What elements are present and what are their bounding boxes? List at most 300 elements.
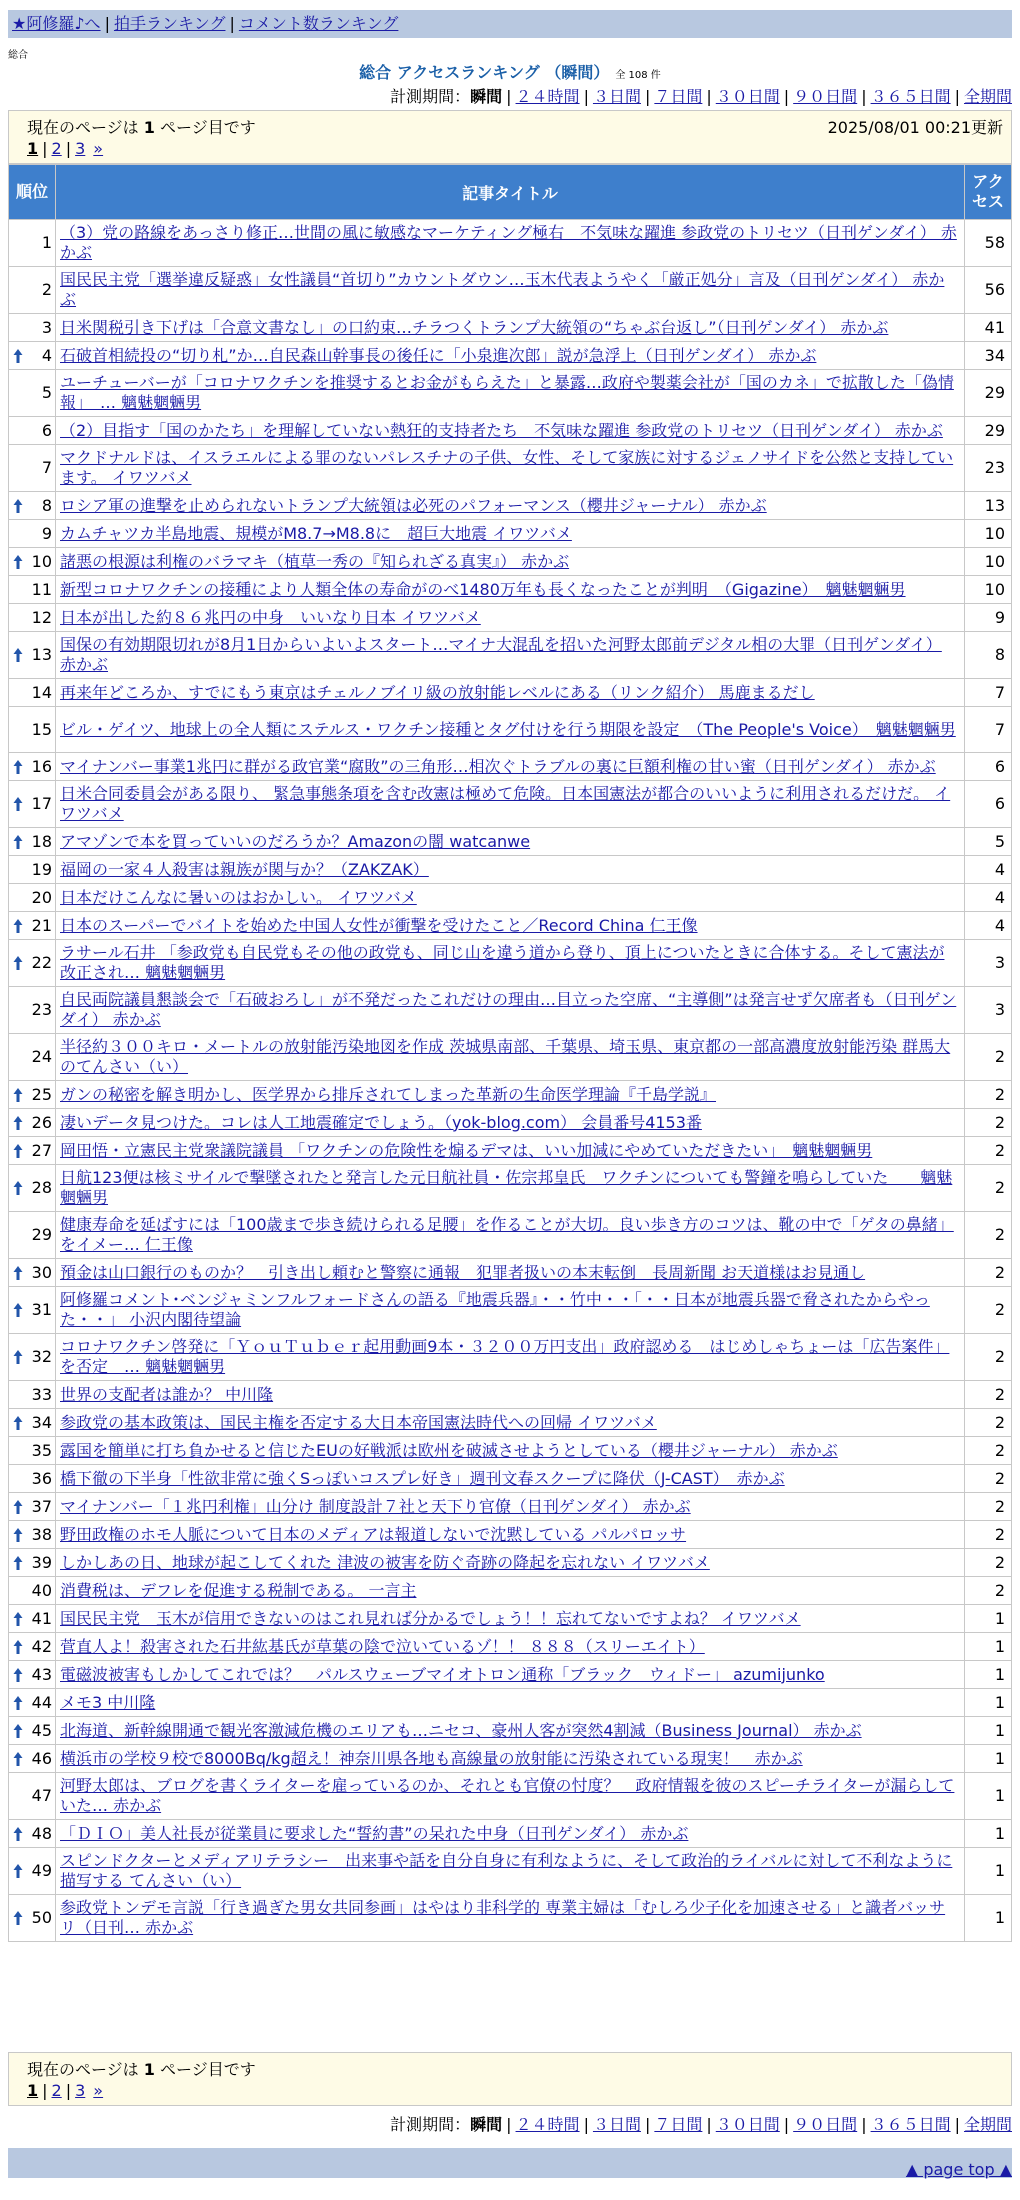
title-cell xyxy=(56,220,965,267)
period-separator: | xyxy=(861,87,867,106)
rank-cell xyxy=(9,781,56,828)
title-cell xyxy=(56,1465,965,1493)
article-title-link[interactable]: 参政党の基本政策は、国民主権を否定する大日本帝国憲法時代への回帰 イワツバメ xyxy=(60,1412,657,1432)
period-option-link[interactable]: ７日間 xyxy=(654,2115,703,2134)
article-title-link[interactable]: ガンの秘密を解き明かし、医学界から排斥されてしまった革新の生命医学理論『千島学説』 xyxy=(60,1084,717,1104)
title-cell xyxy=(56,1689,965,1717)
period-option-link[interactable]: 全期間 xyxy=(963,87,1012,106)
title-cell xyxy=(56,1549,965,1577)
title-cell xyxy=(56,1259,965,1287)
rank-cell xyxy=(9,576,56,604)
title-cell xyxy=(56,1109,965,1137)
pagination xyxy=(27,139,103,158)
period-option-link[interactable]: ３日間 xyxy=(592,2115,641,2134)
rank-cell xyxy=(9,1895,56,1942)
title-cell xyxy=(56,417,965,445)
pager-separator: | xyxy=(42,2081,48,2100)
access-count: 58 xyxy=(965,220,1012,267)
access-count: 41 xyxy=(965,314,1012,342)
table-row xyxy=(9,987,1012,1034)
rank-cell xyxy=(9,342,56,370)
pager-next-link[interactable]: » xyxy=(93,139,104,158)
table-row xyxy=(9,912,1012,940)
rank-number: 49 xyxy=(31,1861,52,1880)
access-count: 1 xyxy=(965,1717,1012,1745)
access-count: 29 xyxy=(965,417,1012,445)
rank-cell xyxy=(9,1745,56,1773)
article-title-link[interactable]: 預金は山口銀行のものか？ 引き出し頼むと警察に通報 犯罪者扱いの本末転倒 長周新聞 お天道様はお見通し xyxy=(60,1262,866,1282)
rank-number: 38 xyxy=(31,1524,52,1544)
rank-up-arrow-icon xyxy=(13,1910,23,1926)
rank-number: 40 xyxy=(31,1580,52,1600)
article-title-link[interactable]: 福岡の一家４人殺害は親族が関与か？（ZAKZAK） xyxy=(60,859,429,879)
access-count: 8 xyxy=(965,632,1012,679)
table-row xyxy=(9,781,1012,828)
rank-number: 1 xyxy=(41,233,52,252)
rank-number: 15 xyxy=(31,719,52,739)
period-separator: | xyxy=(506,2115,512,2134)
title-cell xyxy=(56,828,965,856)
rank-up-arrow-icon xyxy=(13,1349,23,1365)
rank-number: 4 xyxy=(41,345,52,365)
table-row xyxy=(9,445,1012,492)
rank-up-arrow-icon xyxy=(13,498,23,514)
table-row xyxy=(9,1661,1012,1689)
article-title-link[interactable]: 日本が出した約８６兆円の中身 いいなり日本 イワツバメ xyxy=(60,607,481,627)
article-title-link[interactable]: 世界の支配者は誰か？ 中川隆 xyxy=(60,1384,274,1404)
period-separator: | xyxy=(861,2115,867,2134)
title-cell xyxy=(56,1165,965,1212)
rank-number: 16 xyxy=(31,756,52,776)
rank-cell xyxy=(9,1717,56,1745)
period-option-link[interactable]: ３６５日間 xyxy=(870,87,951,106)
article-title-link[interactable]: 横浜市の学校９校で8000Bq/kg超え！神奈川県各地も高線量の放射能に汚染されている現実！ 赤かぶ xyxy=(60,1748,803,1768)
rank-number: 29 xyxy=(31,1225,52,1244)
rank-cell xyxy=(9,1334,56,1381)
article-title-link[interactable]: 自民両院議員懇談会で「石破おろし」が不発だったこれだけの理由…目立った空席、“主導側”は発言せず欠席者も（日刊ゲンダイ） 赤かぶ xyxy=(60,990,957,1029)
rank-up-arrow-icon xyxy=(13,759,23,775)
access-count: 4 xyxy=(965,856,1012,884)
title-cell xyxy=(56,370,965,417)
period-option-link[interactable]: ３０日間 xyxy=(715,2115,780,2134)
article-title-link[interactable]: マイナンバー事業1兆円に群がる政官業“腐敗”の三角形…相次ぐトラブルの裏に巨額利権の甘い蜜（日刊ゲンダイ） 赤かぶ xyxy=(60,756,936,776)
rank-number: 26 xyxy=(31,1112,52,1132)
access-count: 2 xyxy=(965,1165,1012,1212)
rank-up-arrow-icon xyxy=(13,1555,23,1571)
period-separator: | xyxy=(706,2115,712,2134)
rank-number: 5 xyxy=(41,383,52,402)
access-count: 6 xyxy=(965,781,1012,828)
pager-separator: | xyxy=(42,139,48,158)
rank-up-arrow-icon xyxy=(13,1639,23,1655)
rank-number: 28 xyxy=(31,1178,52,1197)
title-cell xyxy=(56,1633,965,1661)
rank-number: 39 xyxy=(31,1552,52,1572)
applause-ranking-link[interactable]: 拍手ランキング xyxy=(113,14,226,33)
article-title-link[interactable]: 再来年どころか、すでにもう東京はチェルノブイリ級の放射能レベルにある（リンク紹介） 馬鹿まるだし xyxy=(60,682,815,702)
article-title-link[interactable]: 日航123便は核ミサイルで撃墜されたと発言した元日航社員・佐宗邦皇氏 ワクチンについても警鐘を鳴らしていた 魑魅魍魎男 xyxy=(60,1168,953,1207)
title-cell xyxy=(56,314,965,342)
access-count: 2 xyxy=(965,1409,1012,1437)
title-cell xyxy=(56,987,965,1034)
table-row xyxy=(9,1717,1012,1745)
table-row xyxy=(9,1409,1012,1437)
rank-number: 19 xyxy=(31,859,52,879)
access-count: 1 xyxy=(965,1689,1012,1717)
article-title-link[interactable]: スピンドクターとメディアリテラシー 出来事や話を自分自身に有利なように、そして政治的ライバルに対して不利なように描写する てんさい（い） xyxy=(60,1851,953,1890)
rank-number: 13 xyxy=(31,645,52,664)
access-count: 3 xyxy=(965,940,1012,987)
access-count: 23 xyxy=(965,445,1012,492)
rank-number: 37 xyxy=(31,1496,52,1516)
rank-up-arrow-icon xyxy=(13,647,23,663)
article-title-link[interactable]: 健康寿命を延ばすには「100歳まで歩き続けられる足腰」を作ることが大切。良い歩き方のコツは、靴の中で「ゲタの鼻緒」をイメー… 仁王像 xyxy=(60,1215,954,1254)
rank-number: 41 xyxy=(31,1608,52,1628)
article-title-link[interactable]: （2）目指す「国のかたち」を理解していない熱狂的支持者たち 不気味な躍進 参政党のトリセツ（日刊ゲンダイ） 赤かぶ xyxy=(60,420,943,440)
page-top-link[interactable]: ▲ page top ▲ xyxy=(905,2160,1012,2179)
rank-up-arrow-icon xyxy=(13,1695,23,1711)
pager-page-link[interactable]: 3 xyxy=(75,2081,86,2100)
rank-number: 33 xyxy=(31,1384,52,1404)
rank-up-arrow-icon xyxy=(13,1499,23,1515)
title-cell xyxy=(56,1437,965,1465)
rank-cell xyxy=(9,1820,56,1848)
access-count: 2 xyxy=(965,1334,1012,1381)
rank-number: 48 xyxy=(31,1823,52,1843)
rank-cell xyxy=(9,1437,56,1465)
table-row xyxy=(9,1633,1012,1661)
period-option-link[interactable]: ９０日間 xyxy=(793,87,858,106)
title-cell xyxy=(56,753,965,781)
pager-page-link[interactable]: 2 xyxy=(51,2081,62,2100)
article-title-link[interactable]: メモ3 中川隆 xyxy=(60,1692,156,1712)
pager-page-link[interactable]: 2 xyxy=(51,139,62,158)
article-title-link[interactable]: 消費税は、デフレを促進する税制である。 一言主 xyxy=(60,1580,417,1600)
article-title-link[interactable]: 菅直人よ！殺害された石井紘基氏が草葉の陰で泣いているゾ！！ ８８８（スリーエイト） xyxy=(60,1636,705,1656)
title-cell xyxy=(56,679,965,707)
rank-cell xyxy=(9,1409,56,1437)
title-cell xyxy=(56,940,965,987)
table-row xyxy=(9,1137,1012,1165)
rank-cell xyxy=(9,1848,56,1895)
table-row xyxy=(9,1109,1012,1137)
article-title-link[interactable]: しかしあの日、地球が起こしてくれた 津波の被害を防ぐ奇跡の降起を忘れない イワツバメ xyxy=(60,1552,710,1572)
rank-number: 7 xyxy=(41,458,52,477)
table-row xyxy=(9,342,1012,370)
rank-cell xyxy=(9,1287,56,1334)
rank-cell xyxy=(9,1493,56,1521)
rank-cell xyxy=(9,1109,56,1137)
period-separator: | xyxy=(783,2115,790,2134)
article-title-link[interactable]: 石破首相続投の“切り札”か…自民森山幹事長の後任に「小泉進次郎」説が急浮上（日刊ゲンダイ） 赤かぶ xyxy=(60,345,817,365)
period-option-link[interactable]: ９０日間 xyxy=(793,2115,858,2134)
rank-cell xyxy=(9,679,56,707)
article-title-link[interactable]: ラサール石井 「参政党も自民党もその他の政党も、同じ山を違う道から登り、頂上についたときに合体する。そして憲法が改正され… 魑魅魍魎男 xyxy=(60,943,945,982)
table-row xyxy=(9,604,1012,632)
period-selector xyxy=(390,84,1012,107)
rank-up-arrow-icon xyxy=(13,1265,23,1281)
pager-next-link[interactable]: » xyxy=(93,2081,104,2100)
rank-cell xyxy=(9,417,56,445)
article-title-link[interactable]: 電磁波被害もしかしてこれでは？ パルスウェーブマイオトロン通称「ブラック ウィドー」 azumijunko xyxy=(60,1664,825,1684)
home-link[interactable]: ★阿修羅♪へ xyxy=(12,14,101,33)
article-title-link[interactable]: 国民民主党 玉木が信用できないのはこれ見れば分かるでしょう！！忘れてないですよね？ イワツバメ xyxy=(60,1608,801,1628)
table-row xyxy=(9,267,1012,314)
title-cell xyxy=(56,1381,965,1409)
access-count: 2 xyxy=(965,1137,1012,1165)
table-row xyxy=(9,1259,1012,1287)
article-title-link[interactable]: 凄いデータ見つけた。コレは人工地震確定でしょう。（yok-blog.com） 会員番号4153番 xyxy=(60,1112,702,1132)
period-option-link[interactable]: ２４時間 xyxy=(515,2115,580,2134)
rank-cell xyxy=(9,1081,56,1109)
article-title-link[interactable]: 阿修羅コメント･ベンジャミンフルフォードさんの語る『地震兵器』・・竹中・・「・・日本が地震兵器で脅されたからやった・・」 小沢内閣待望論 xyxy=(60,1290,930,1329)
table-row xyxy=(9,1437,1012,1465)
rank-up-arrow-icon xyxy=(13,1302,23,1318)
period-separator: | xyxy=(644,2115,651,2134)
rank-cell xyxy=(9,492,56,520)
rank-cell xyxy=(9,1465,56,1493)
article-title-link[interactable]: アマゾンで本を買っていいのだろうか？Amazonの闇 watcanwe xyxy=(60,831,531,851)
table-row xyxy=(9,856,1012,884)
access-count: 2 xyxy=(965,1549,1012,1577)
period-current: 瞬間 xyxy=(470,87,503,106)
article-title-link[interactable]: 「ＤＩＯ」美人社長が従業員に要求した“誓約書”の呆れた中身（日刊ゲンダイ） 赤かぶ xyxy=(60,1823,689,1843)
rank-cell xyxy=(9,987,56,1034)
rank-cell xyxy=(9,548,56,576)
access-count: 7 xyxy=(965,707,1012,753)
rank-cell xyxy=(9,1661,56,1689)
top-nav xyxy=(8,10,1012,38)
table-row xyxy=(9,940,1012,987)
title-cell xyxy=(56,1334,965,1381)
table-row xyxy=(9,1493,1012,1521)
rank-number: 31 xyxy=(31,1300,52,1319)
title-cell xyxy=(56,912,965,940)
rank-up-arrow-icon xyxy=(13,918,23,934)
rank-number: 24 xyxy=(31,1047,52,1066)
table-row xyxy=(9,417,1012,445)
article-title-link[interactable]: 北海道、新幹線開通で観光客激減危機のエリアも…ニセコ、豪州人客が突然4割減（Business Journal） 赤かぶ xyxy=(60,1720,862,1740)
current-page-info: 現在のページは 1 ページ目です xyxy=(27,2060,256,2079)
article-title-link[interactable]: 日米合同委員会がある限り、 緊急事態条項を含む改憲は極めて危険。日本国憲法が都合のいいように利用されるだけだ。 イワツバメ xyxy=(60,784,951,823)
article-title-link[interactable]: 参政党トンデモ言説「行き過ぎた男女共同参画」はやはり非科学的 専業主婦は「むしろ少子化を加速させる」と識者バッサリ（日刊… 赤かぶ xyxy=(60,1898,946,1937)
period-label: 計測期間： xyxy=(390,87,471,106)
pagination-bottom xyxy=(27,2081,103,2100)
rank-column-header: 順位 xyxy=(9,165,56,220)
article-title-link[interactable]: 国民民主党「選挙違反疑惑」女性議員“首切り”カウントダウン…玉木代表ようやく「厳正処分」言及（日刊ゲンダイ） 赤かぶ xyxy=(60,270,945,309)
rank-cell xyxy=(9,1773,56,1820)
pager-current-page: 1 xyxy=(27,2081,39,2100)
rank-cell xyxy=(9,1689,56,1717)
rank-up-arrow-icon xyxy=(13,1826,23,1842)
access-count: 1 xyxy=(965,1633,1012,1661)
table-row xyxy=(9,1745,1012,1773)
rank-up-arrow-icon xyxy=(13,554,23,570)
updated-timestamp: 2025/08/01 00:21更新 xyxy=(827,118,1003,137)
article-title-link[interactable]: 河野太郎は、ブログを書くライターを雇っているのか、それとも官僚の忖度？ 政府情報を彼のスピーチライターが漏らしていた… 赤かぶ xyxy=(60,1776,955,1815)
article-title-link[interactable]: ビル・ゲイツ、地球上の全人類にステルス・ワクチン接種とタグ付けを行う期限を設定 （The People's Voice） 魑魅魍魎男 xyxy=(60,719,956,739)
period-separator: | xyxy=(583,87,589,106)
table-row xyxy=(9,753,1012,781)
title-cell xyxy=(56,342,965,370)
table-row xyxy=(9,884,1012,912)
rank-up-arrow-icon xyxy=(13,1087,23,1103)
access-count: 56 xyxy=(965,267,1012,314)
rank-up-arrow-icon xyxy=(13,1527,23,1543)
table-row xyxy=(9,314,1012,342)
article-title-link[interactable]: 橋下徹の下半身「性欲非常に強くSっぽいコスプレ好き」週刊文春スクープに降伏（J-CAST） 赤かぶ xyxy=(60,1468,785,1488)
pager-current-page: 1 xyxy=(27,139,39,158)
ranking-table xyxy=(8,164,1012,1942)
total-count: 全 108 件 xyxy=(615,70,661,81)
article-title-link[interactable]: 日米関税引き下げは「合意文書なし」の口約束…チラつくトランプ大統領の“ちゃぶ台返し”（日刊ゲンダイ） 赤かぶ xyxy=(60,317,889,337)
title-cell xyxy=(56,1661,965,1689)
article-title-link[interactable]: ロシア軍の進撃を止められないトランプ大統領は必死のパフォーマンス（櫻井ジャーナル） 赤かぶ xyxy=(60,495,767,515)
comment-ranking-link[interactable]: コメント数ランキング xyxy=(238,14,399,33)
period-option-link[interactable]: ３日間 xyxy=(592,87,641,106)
rank-number: 34 xyxy=(31,1412,52,1432)
title-cell xyxy=(56,1745,965,1773)
rank-number: 27 xyxy=(31,1140,52,1160)
article-title-link[interactable]: 日本だけこんなに暑いのはおかしい。 イワツバメ xyxy=(60,887,417,907)
table-row xyxy=(9,1287,1012,1334)
rank-number: 46 xyxy=(31,1748,52,1768)
rank-number: 11 xyxy=(31,579,52,599)
article-title-link[interactable]: 国保の有効期限切れが8月1日からいよいよスタート…マイナ大混乱を招いた河野太郎前デジタル相の大罪（日刊ゲンダイ） 赤かぶ xyxy=(60,635,942,674)
access-count: 7 xyxy=(965,679,1012,707)
article-title-link[interactable]: （3）党の路線をあっさり修正…世間の風に敏感なマーケティング極右 不気味な躍進 参政党のトリセツ（日刊ゲンダイ） 赤かぶ xyxy=(60,223,957,262)
period-selector-bottom xyxy=(390,2112,1012,2135)
rank-number: 3 xyxy=(41,317,52,337)
access-count: 2 xyxy=(965,1521,1012,1549)
table-row xyxy=(9,1081,1012,1109)
article-title-link[interactable]: 野田政権のホモ人脈について日本のメディアは報道しないで沈黙している パルパロッサ xyxy=(60,1524,687,1544)
access-count: 10 xyxy=(965,576,1012,604)
rank-cell xyxy=(9,1212,56,1259)
rank-number: 17 xyxy=(31,794,52,813)
access-count: 34 xyxy=(965,342,1012,370)
access-count: 10 xyxy=(965,548,1012,576)
article-title-link[interactable]: コロナワクチン啓発に「ＹｏｕＴｕｂｅｒ起用動画9本・３２００万円支出」政府認める はじめしゃちょーは「広告案件」を否定 … 魑魅魍魎男 xyxy=(60,1337,950,1376)
title-cell xyxy=(56,604,965,632)
rank-cell xyxy=(9,884,56,912)
table-row xyxy=(9,576,1012,604)
article-title-link[interactable]: マイナンバー「１兆円利権」山分け 制度設計７社と天下り官僚（日刊ゲンダイ） 赤かぶ xyxy=(60,1496,691,1516)
period-option-link[interactable]: ７日間 xyxy=(654,87,703,106)
article-title-link[interactable]: 岡田悟・立憲民主党衆議院議員 「ワクチンの危険性を煽るデマは、いい加減にやめていただきたい」 魑魅魍魎男 xyxy=(60,1140,873,1160)
rank-up-arrow-icon xyxy=(13,1115,23,1131)
period-option-link[interactable]: ３０日間 xyxy=(715,87,780,106)
title-cell xyxy=(56,576,965,604)
genre-label: 総合 xyxy=(8,50,28,61)
table-row xyxy=(9,1605,1012,1633)
article-title-link[interactable]: 日本のスーパーでバイトを始めた中国人女性が衝撃を受けたこと／Record China 仁王像 xyxy=(60,915,698,935)
table-row xyxy=(9,1334,1012,1381)
rank-cell xyxy=(9,370,56,417)
period-option-link[interactable]: ２４時間 xyxy=(515,87,580,106)
access-count: 2 xyxy=(965,1437,1012,1465)
rank-number: 36 xyxy=(31,1468,52,1488)
rank-up-arrow-icon xyxy=(13,1611,23,1627)
rank-up-arrow-icon xyxy=(13,348,23,364)
period-separator: | xyxy=(506,87,512,106)
title-cell xyxy=(56,856,965,884)
rank-up-arrow-icon xyxy=(13,1751,23,1767)
table-row xyxy=(9,1577,1012,1605)
rank-number: 14 xyxy=(31,682,52,702)
rank-number: 44 xyxy=(31,1692,52,1712)
table-row xyxy=(9,548,1012,576)
rank-cell xyxy=(9,1165,56,1212)
table-row xyxy=(9,632,1012,679)
rank-number: 47 xyxy=(31,1786,52,1805)
rank-up-arrow-icon xyxy=(13,955,23,971)
title-cell xyxy=(56,1895,965,1942)
access-count: 9 xyxy=(965,604,1012,632)
page-info-panel-bottom xyxy=(8,2052,1012,2106)
article-title-link[interactable]: 露国を簡単に打ち負かせると信じたEUの好戦派は欧州を破滅させようとしている（櫻井ジャーナル） 赤かぶ xyxy=(60,1440,838,1460)
rank-cell xyxy=(9,940,56,987)
article-title-link[interactable]: カムチャツカ半島地震、規模がM8.7→M8.8に 超巨大地震 イワツバメ xyxy=(60,523,572,543)
rank-number: 12 xyxy=(31,607,52,627)
pager-page-link[interactable]: 3 xyxy=(75,139,86,158)
rank-cell xyxy=(9,1034,56,1081)
pager-separator: | xyxy=(65,2081,72,2100)
article-title-link[interactable]: 諸悪の根源は利権のバラマキ（植草一秀の『知られざる真実』） 赤かぶ xyxy=(60,551,570,571)
rank-cell xyxy=(9,753,56,781)
period-label: 計測期間： xyxy=(390,2115,471,2134)
article-title-link[interactable]: 新型コロナワクチンの接種により人類全体の寿命がのべ1480万年も長くなったことが判明 （Gigazine） 魑魅魍魎男 xyxy=(60,579,906,599)
rank-cell xyxy=(9,632,56,679)
rank-number: 43 xyxy=(31,1664,52,1684)
period-option-link[interactable]: 全期間 xyxy=(963,2115,1012,2134)
rank-cell xyxy=(9,604,56,632)
rank-number: 20 xyxy=(31,887,52,907)
title-cell xyxy=(56,884,965,912)
title-cell xyxy=(56,1137,965,1165)
period-option-link[interactable]: ３６５日間 xyxy=(870,2115,951,2134)
title-cell xyxy=(56,1577,965,1605)
rank-number: 9 xyxy=(41,523,52,543)
table-row xyxy=(9,1381,1012,1409)
access-count: 1 xyxy=(965,1895,1012,1942)
rank-number: 35 xyxy=(31,1440,52,1460)
rank-number: 25 xyxy=(31,1084,52,1104)
article-title-link[interactable]: ユーチューバーが「コロナワクチンを推奨するとお金がもらえた」と暴露…政府や製薬会社が「国のカネ」で拡散した「偽情報」 … 魑魅魍魎男 xyxy=(60,373,954,412)
rank-number: 30 xyxy=(31,1262,52,1282)
rank-up-arrow-icon xyxy=(13,834,23,850)
period-separator: | xyxy=(644,87,651,106)
access-count: 1 xyxy=(965,1820,1012,1848)
article-title-link[interactable]: マクドナルドは、イスラエルによる罪のないパレスチナの子供、女性、そして家族に対するジェノサイドを公然と支持しています。 イワツバメ xyxy=(60,448,954,487)
rank-up-arrow-icon xyxy=(13,1667,23,1683)
title-cell xyxy=(56,1081,965,1109)
rank-cell xyxy=(9,1521,56,1549)
rank-up-arrow-icon xyxy=(13,796,23,812)
table-row xyxy=(9,1165,1012,1212)
access-count: 1 xyxy=(965,1773,1012,1820)
rank-cell xyxy=(9,828,56,856)
access-count: 5 xyxy=(965,828,1012,856)
table-row xyxy=(9,1895,1012,1942)
access-count: 2 xyxy=(965,1034,1012,1081)
title-cell xyxy=(56,632,965,679)
article-title-link[interactable]: 半径約３００キロ・メートルの放射能汚染地図を作成 茨城県南部、千葉県、埼玉県、東京都の一部高濃度放射能汚染 群馬大のてんさい（い） xyxy=(60,1037,951,1076)
page-title xyxy=(0,60,1020,83)
table-row xyxy=(9,520,1012,548)
title-cell xyxy=(56,1287,965,1334)
rank-cell xyxy=(9,1381,56,1409)
